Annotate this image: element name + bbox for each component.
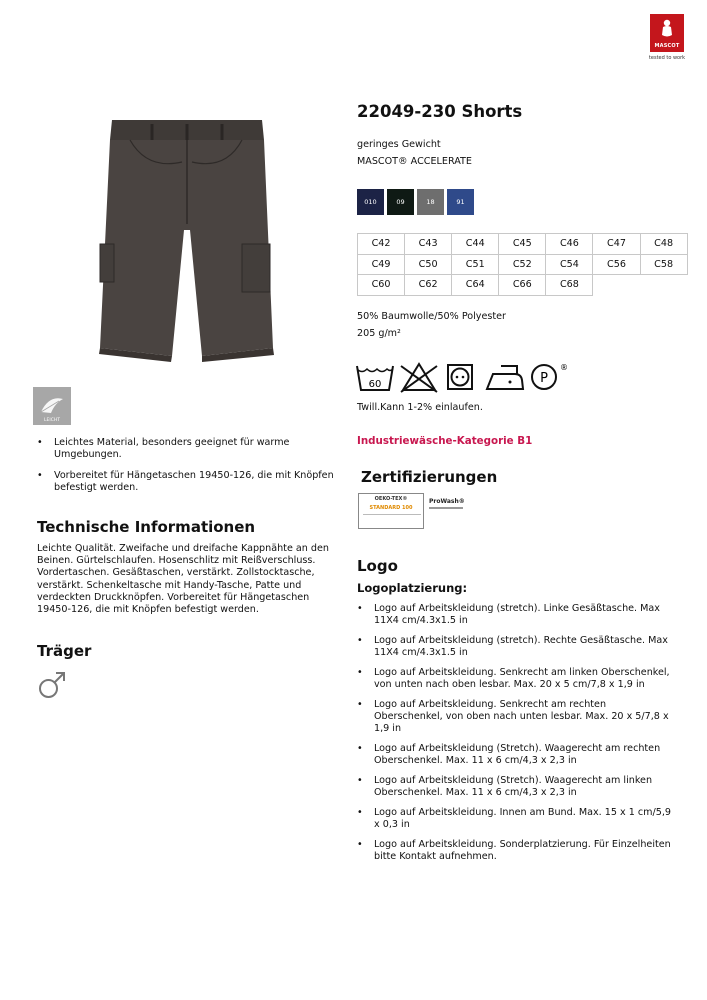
wearer-heading: Träger [37,642,92,660]
color-swatches [357,189,474,215]
size-cell: C51 [452,254,499,275]
color-swatch[interactable]: 18 [417,189,444,215]
list-item: • Logo auf Arbeitskleidung. Senkrecht am rechten Oberschenkel, von oben nach unten lesbar. Max. 20 x 5/7,8 x 1,9 in [357,699,677,735]
list-item: • Logo auf Arbeitskleidung (stretch). Rechte Gesäßtasche. Max 11X4 cm/4.3x1.5 in [357,635,677,659]
oeko-brand: OEKO-TEX® [374,496,408,502]
product-image [92,112,282,364]
list-item: • Logo auf Arbeitskleidung. Sonderplatzierung. Für Einzelheiten bitte Kontakt aufnehmen. [357,839,677,863]
list-item: • Logo auf Arbeitskleidung. Senkrecht am linken Oberschenkel, von unten nach oben lesbar. Max. 20 x 5 cm/7,8 x 1,9 in [357,667,677,691]
list-item: • Logo auf Arbeitskleidung (stretch). Linke Gesäßtasche. Max 11X4 cm/4.3x1.5 in [357,603,677,627]
size-cell: C46 [546,234,593,255]
size-cell: C68 [546,275,593,296]
technical-heading: Technische Informationen [37,518,256,536]
brand-name: MASCOT [654,43,680,49]
feather-icon [33,387,71,425]
feature-list [37,437,337,503]
svg-text:P: P [540,371,548,386]
table-row [358,254,688,275]
table-row [358,275,688,296]
size-cell: C56 [593,254,640,275]
page-title: 22049-230 Shorts [357,102,523,121]
wash-60-icon [357,366,393,390]
certifications-heading: Zertifizierungen [361,468,498,486]
list-item: • Logo auf Arbeitskleidung. Innen am Bund. Max. 15 x 1 cm/5,9 x 0,3 in [357,807,677,831]
care-symbols [355,360,570,394]
list-item: • Logo auf Arbeitskleidung (Stretch). Waagerecht am linken Oberschenkel. Max. 11 x 6 cm/4,3 x 2,3 in [357,775,677,799]
material-composition: 50% Baumwolle/50% Polyester [357,311,506,322]
size-cell: C52 [499,254,546,275]
size-table [357,233,688,296]
oeko-standard: STANDARD 100 [369,505,413,511]
size-cell: C54 [546,254,593,275]
weight-class: geringes Gewicht [357,139,441,150]
tumble-dry-icon [448,365,472,389]
brand-logo [648,14,686,61]
logo-placement-heading: Logoplatzierung: [357,581,468,595]
mascot-figure-icon [661,19,673,39]
list-item: • Logo auf Arbeitskleidung (Stretch). Waagerecht am rechten Oberschenkel. Max. 11 x 6 cm/4,3 x 2,3 in [357,743,677,767]
size-cell: C48 [640,234,687,255]
technical-text: Leichte Qualität. Zweifache und dreifache Kappnähte an den Beinen. Gürtelschlaufen. Hosenschlitz mit Reißverschluss. Vordertaschen. Gesäßtaschen, verstärkt. Zollstocktasche, verstärkt. Schenkeltasche mit Handy-Tasche, Patte und verdeckten Druckknöpfen. Vorbereitet für Hängetaschen 19450-126, die mit Knöpfen befestigt werden. [37,543,329,616]
size-cell: C45 [499,234,546,255]
prowash-label: ProWash® [429,498,465,505]
wash-category: Industriewäsche-Kategorie B1 [357,435,533,447]
list-item: • Leichtes Material, besonders geeignet für warme Umgebungen. [37,437,337,461]
size-cell: C58 [640,254,687,275]
care-note: Twill.Kann 1-2% einlaufen. [357,402,483,413]
size-cell: C42 [358,234,405,255]
brand-tagline: tested to work [648,55,686,61]
svg-text:®: ® [560,363,568,372]
icon-label: LEICHT [44,418,60,423]
color-swatch[interactable]: 91 [447,189,474,215]
no-bleach-icon [401,364,437,392]
size-cell: C47 [593,234,640,255]
size-cell: C62 [405,275,452,296]
size-cell: C64 [452,275,499,296]
collection-name: MASCOT® ACCELERATE [357,156,472,167]
color-swatch[interactable]: 010 [357,189,384,215]
prowash-badge [429,494,469,512]
size-cell: C43 [405,234,452,255]
size-cell: C49 [358,254,405,275]
oeko-tex-badge [358,493,424,529]
table-row [358,234,688,255]
size-cell: C60 [358,275,405,296]
svg-text:60: 60 [368,379,382,390]
logo-heading: Logo [357,557,398,575]
male-icon [37,670,67,700]
size-cell: C66 [499,275,546,296]
professional-cleaning-icon [532,363,568,389]
iron-icon [487,366,523,389]
mascot-logo [650,14,684,52]
list-item: • Vorbereitet für Hängetaschen 19450-126, die mit Knöpfen befestigt werden. [37,470,337,494]
color-swatch[interactable]: 09 [387,189,414,215]
material-weight: 205 g/m² [357,328,401,339]
size-cell: C50 [405,254,452,275]
logo-placement-list [357,603,677,871]
size-cell: C44 [452,234,499,255]
